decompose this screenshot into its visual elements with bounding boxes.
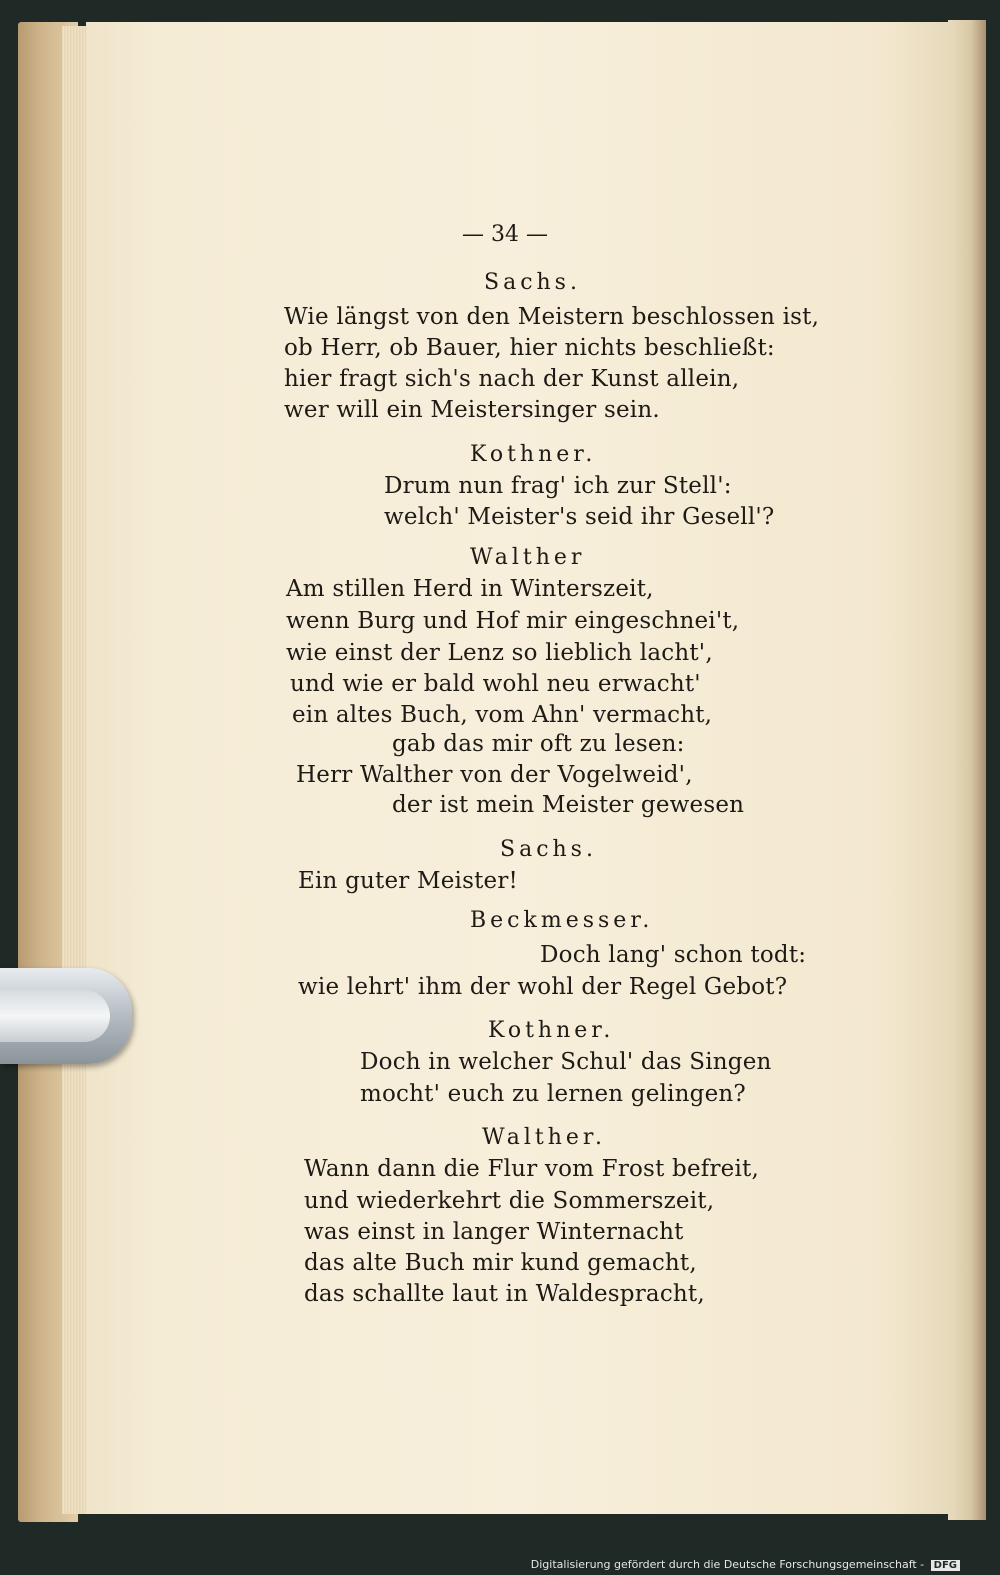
verse-line: Doch in welcher Schul' das Singen	[360, 1049, 772, 1075]
verse-line: und wie er bald wohl neu erwacht'	[290, 671, 701, 697]
dfg-logo: DFG	[931, 1560, 960, 1571]
credit-text: Digitalisierung gefördert durch die Deutsche Forschungsgemeinschaft -	[530, 1558, 925, 1571]
speaker-name: Sachs.	[500, 837, 597, 862]
verse-line: das schallte laut in Waldespracht,	[304, 1281, 705, 1307]
verse-line: gab das mir oft zu lesen:	[392, 731, 685, 757]
page-number: — 34 —	[462, 222, 548, 247]
verse-line: der ist mein Meister gewesen	[392, 792, 745, 818]
speaker-name: Walther.	[482, 1125, 606, 1150]
verse-line: hier fragt sich's nach der Kunst allein,	[284, 366, 740, 392]
verse-line: was einst in langer Winternacht	[304, 1219, 684, 1245]
verse-line: Drum nun frag' ich zur Stell':	[384, 473, 732, 499]
verse-line: Ein guter Meister!	[298, 868, 518, 894]
verse-line: wie einst der Lenz so lieblich lacht',	[286, 640, 713, 666]
verse-line: Herr Walther von der Vogelweid',	[296, 762, 693, 788]
verse-line: Wann dann die Flur vom Frost befreit,	[304, 1156, 759, 1182]
verse-line: ein altes Buch, vom Ahn' vermacht,	[292, 702, 713, 728]
verse-line: und wiederkehrt die Sommerszeit,	[304, 1188, 715, 1214]
speaker-name: Kothner.	[470, 442, 597, 467]
verse-line: welch' Meister's seid ihr Gesell'?	[384, 504, 775, 530]
verse-line: ob Herr, ob Bauer, hier nichts beschließt:	[284, 335, 775, 361]
digitization-credit	[531, 1558, 960, 1571]
speaker-name: Walther	[470, 545, 586, 570]
verse-line: wenn Burg und Hof mir eingeschnei't,	[286, 608, 740, 634]
verse-line: Am stillen Herd in Winterszeit,	[286, 576, 654, 602]
verse-line: wie lehrt' ihm der wohl der Regel Gebot?	[298, 974, 788, 1000]
speaker-name: Kothner.	[488, 1018, 615, 1043]
verse-line: wer will ein Meistersinger sein.	[284, 397, 660, 423]
verse-line: Doch lang' schon todt:	[540, 942, 807, 968]
verse-line: mocht' euch zu lernen gelingen?	[360, 1081, 746, 1107]
verse-line: das alte Buch mir kund gemacht,	[304, 1250, 697, 1276]
speaker-name: Beckmesser.	[470, 908, 654, 933]
speaker-name: Sachs.	[484, 270, 581, 295]
verse-line: Wie längst von den Meistern beschlossen ist,	[284, 304, 820, 330]
